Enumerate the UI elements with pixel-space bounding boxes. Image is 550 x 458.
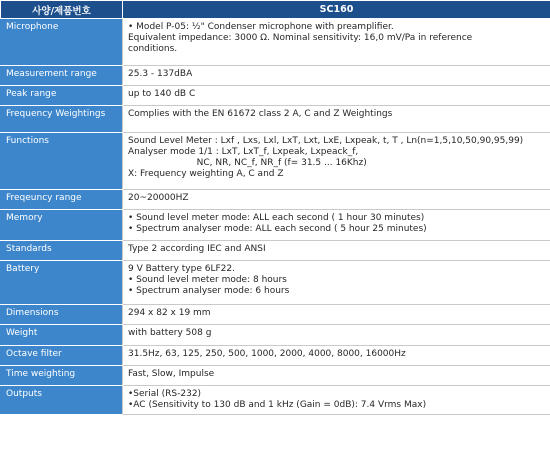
spec-value-line: • Spectrum analyser mode: 6 hours: [128, 286, 290, 296]
spec-row: [1, 366, 550, 386]
spec-value: [123, 346, 550, 366]
spec-value-line: Analyser mode 1/1 : LxT, LxT_f, Lxpeak, Lxpeack_f,: [128, 147, 359, 157]
spec-body: [1, 19, 550, 415]
spec-label: Peak range: [1, 86, 123, 106]
spec-label: Battery: [1, 261, 123, 305]
spec-value: [123, 66, 550, 86]
spec-value-line: X: Frequency weighting A, C and Z: [128, 169, 284, 179]
spec-value: [123, 386, 550, 415]
spec-row: [1, 210, 550, 241]
spec-value-line: NC, NR, NC_f, NR_f (f= 31.5 ... 16Khz): [128, 158, 367, 168]
spec-value-line: with battery 508 g: [128, 328, 212, 338]
spec-label: Measurement range: [1, 66, 123, 86]
spec-row: [1, 133, 550, 190]
spec-value-line: up to 140 dB C: [128, 89, 196, 99]
spec-value: [123, 325, 550, 346]
spec-value-line: •AC (Sensitivity to 130 dB and 1 kHz (Gain = 0dB): 7.4 Vrms Max): [128, 400, 427, 410]
spec-value: [123, 133, 550, 190]
spec-value: [123, 190, 550, 210]
spec-value-line: 25.3 - 137dBA: [128, 69, 193, 79]
spec-value: [123, 106, 550, 133]
spec-label: Outputs: [1, 386, 123, 415]
spec-value-line: • Sound level meter mode: 8 hours: [128, 275, 287, 285]
spec-label: Octave filter: [1, 346, 123, 366]
spec-row: [1, 346, 550, 366]
spec-label: Dimensions: [1, 305, 123, 325]
spec-value-line: conditions.: [128, 44, 178, 54]
header-row: [1, 1, 550, 19]
spec-value-line: 20~20000HZ: [128, 193, 189, 203]
spec-value: [123, 86, 550, 106]
spec-row: [1, 106, 550, 133]
spec-value: [123, 19, 550, 66]
spec-value-line: • Sound level meter mode: ALL each second ( 1 hour 30 minutes): [128, 213, 425, 223]
spec-row: [1, 86, 550, 106]
spec-label: Frequency Weightings: [1, 106, 123, 133]
header-model-number: SC160: [123, 1, 550, 19]
header-model-label: 사양/제품번호: [1, 1, 123, 19]
spec-value-line: Sound Level Meter : Lxf , Lxs, Lxl, LxT, Lxt, LxE, Lxpeak, t, T , Ln(n=1,5,10,50,90,95,99): [128, 136, 524, 146]
spec-value-line: Equivalent impedance: 3000 Ω. Nominal sensitivity: 16,0 mV/Pa in reference: [128, 33, 473, 43]
spec-value-line: •Serial (RS-232): [128, 389, 202, 399]
spec-label: Microphone: [1, 19, 123, 66]
spec-row: [1, 190, 550, 210]
spec-row: [1, 66, 550, 86]
spec-value: [123, 305, 550, 325]
spec-row: [1, 19, 550, 66]
spec-value: [123, 366, 550, 386]
spec-label: Weight: [1, 325, 123, 346]
spec-value-line: 294 x 82 x 19 mm: [128, 308, 211, 318]
spec-label: Freqeuncy range: [1, 190, 123, 210]
spec-label: Functions: [1, 133, 123, 190]
spec-value-line: Fast, Slow, Impulse: [128, 369, 215, 379]
spec-label: Standards: [1, 241, 123, 261]
spec-row: [1, 386, 550, 415]
spec-label: Memory: [1, 210, 123, 241]
spec-value: [123, 261, 550, 305]
spec-value-line: Complies with the EN 61672 class 2 A, C and Z Weightings: [128, 109, 393, 119]
spec-row: [1, 325, 550, 346]
spec-value: [123, 210, 550, 241]
spec-row: [1, 241, 550, 261]
spec-value-line: 9 V Battery type 6LF22.: [128, 264, 235, 274]
spec-row: [1, 261, 550, 305]
spec-row: [1, 305, 550, 325]
spec-value-line: • Spectrum analyser mode: ALL each second ( 5 hour 25 minutes): [128, 224, 427, 234]
spec-label: Time weighting: [1, 366, 123, 386]
spec-value-line: 31.5Hz, 63, 125, 250, 500, 1000, 2000, 4000, 8000, 16000Hz: [128, 349, 406, 359]
spec-value-line: • Model P-05: ½" Condenser microphone with preamplifier.: [128, 22, 394, 32]
spec-value: [123, 241, 550, 261]
spec-value-line: Type 2 according IEC and ANSI: [128, 244, 266, 254]
